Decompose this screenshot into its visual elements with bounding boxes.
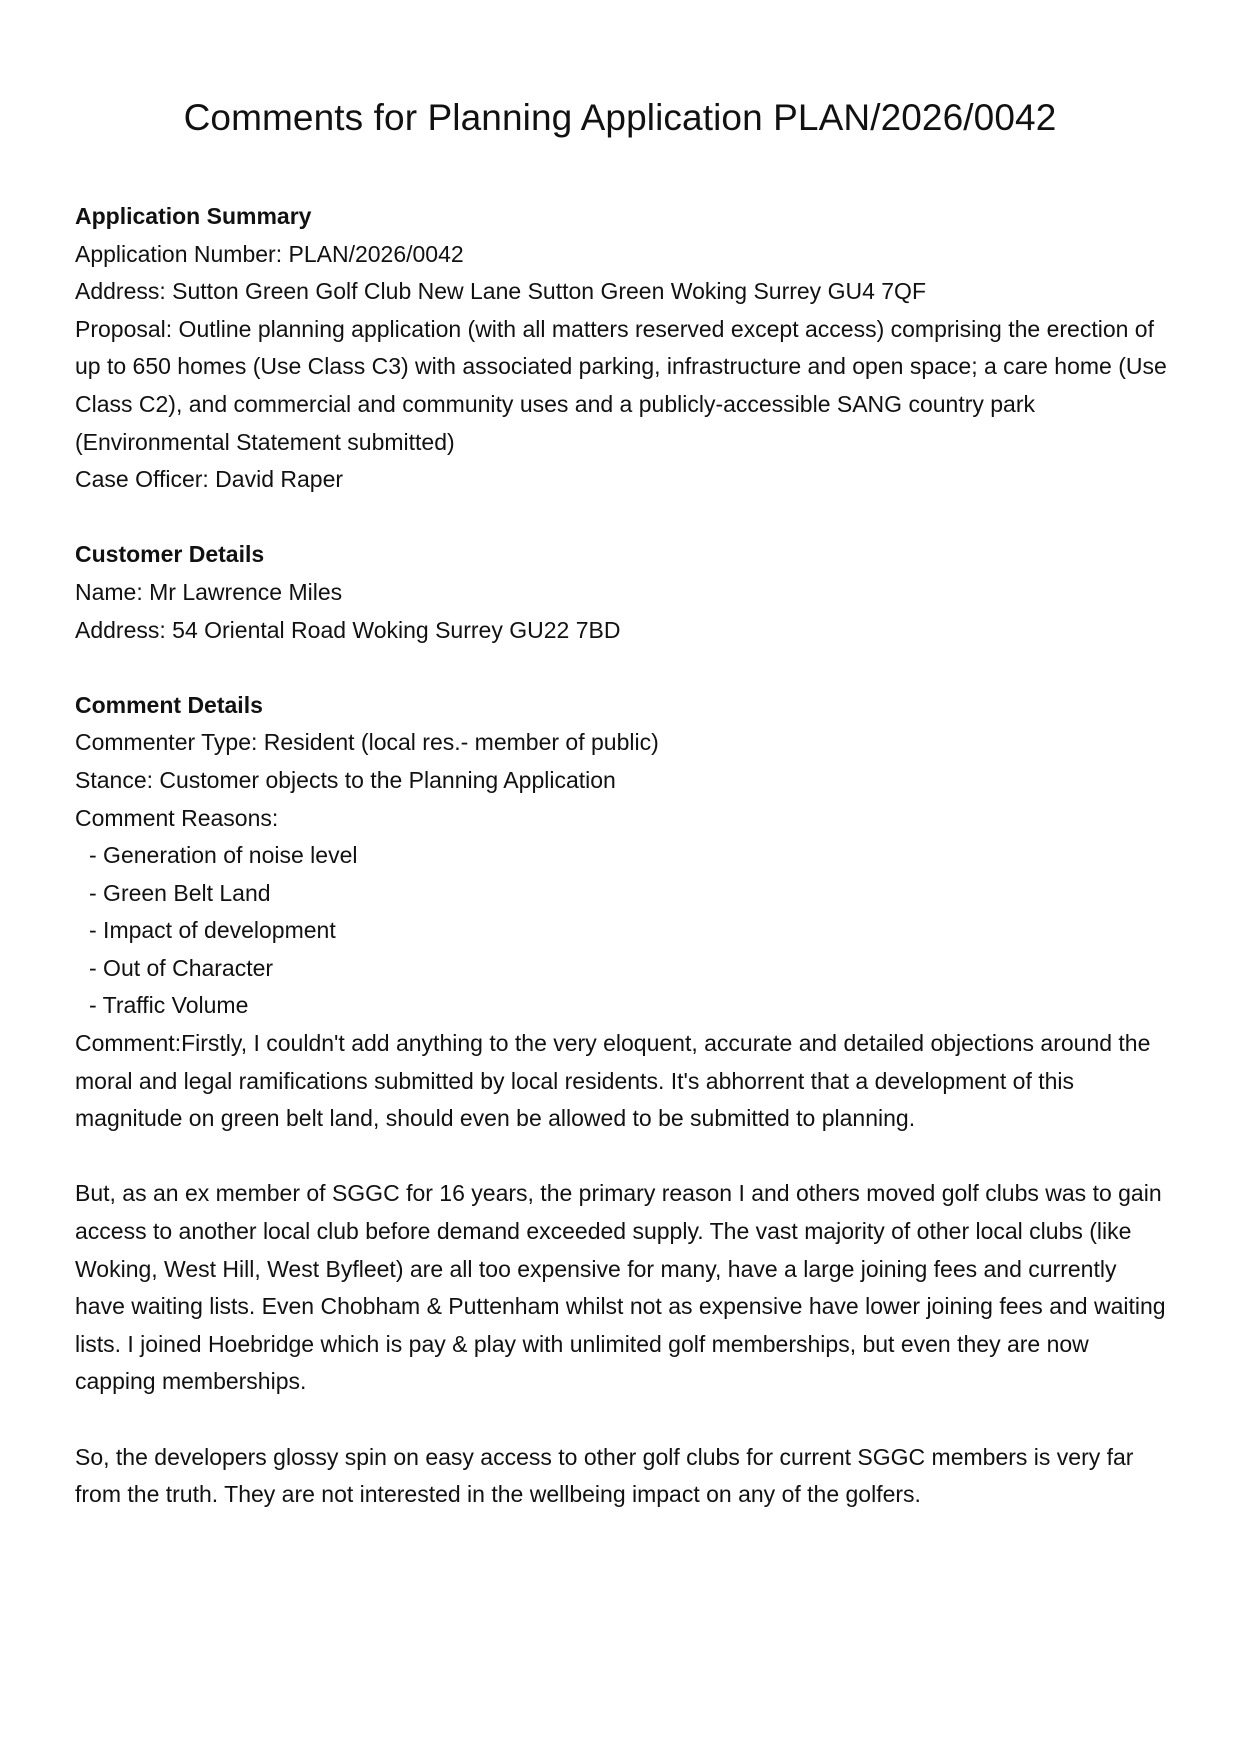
comment-details-heading: Comment Details: [75, 691, 263, 718]
comment-paragraph: But, as an ex member of SGGC for 16 years, the primary reason I and others moved golf clubs was to gain access to another local club before demand exceeded supply. The vast majority of other local clubs (like Woking, West Hill, West Byfleet) are all too expensive for many, have a large joining fees and currently have waiting lists. Even Chobham & Puttenham whilst not as expensive have lower joining fees and waiting lists. I joined Hoebridge which is pay & play with unlimited golf memberships, but even they are now capping memberships.: [75, 1180, 1166, 1395]
comment-paragraph: So, the developers glossy spin on easy access to other golf clubs for current SGGC members is very far from the truth. They are not interested in the wellbeing impact on any of the golfers.: [75, 1443, 1134, 1508]
customer-address: Address: 54 Oriental Road Woking Surrey GU22 7BD: [75, 616, 621, 643]
list-item: - Generation of noise level: [89, 842, 358, 869]
application-summary-section: [75, 198, 1170, 499]
section-spacer: [75, 499, 1170, 537]
comment-paragraph: Comment:Firstly, I couldn't add anything to the very eloquent, accurate and detailed objections around the moral and legal ramifications submitted by local residents. It's abhorrent that a development of this magnitude on green belt land, should even be allowed to be submitted to planning.: [75, 1030, 1151, 1132]
application-number: Application Number: PLAN/2026/0042: [75, 240, 464, 267]
stance: Stance: Customer objects to the Planning Application: [75, 766, 616, 793]
list-item: - Traffic Volume: [89, 992, 249, 1019]
application-summary-heading: Application Summary: [75, 203, 312, 229]
comment-details-section: [75, 687, 1170, 1514]
comment-reasons-list: [75, 837, 1170, 1025]
customer-name: Name: Mr Lawrence Miles: [75, 578, 343, 605]
customer-details-heading: Customer Details: [75, 541, 265, 568]
section-spacer: [75, 649, 1170, 687]
list-item: - Green Belt Land: [89, 879, 271, 906]
page-title: Comments for Planning Application PLAN/2026/0042: [183, 97, 1057, 138]
paragraph-spacer: [75, 1138, 1170, 1176]
customer-details-section: [75, 536, 1170, 649]
paragraph-spacer: [75, 1401, 1170, 1439]
list-item: - Out of Character: [89, 954, 274, 981]
case-officer: Case Officer: David Raper: [75, 466, 344, 493]
document-body: [75, 198, 1170, 1514]
list-item: - Impact of development: [89, 917, 336, 944]
application-address: Address: Sutton Green Golf Club New Lane Sutton Green Woking Surrey GU4 7QF: [75, 278, 926, 305]
application-proposal: Proposal: Outline planning application (with all matters reserved except access) comprising the erection of up to 650 homes (Use Class C3) with associated parking, infrastructure and open space; a care home (Use Class C2), and commercial and community uses and a publicly-accessible SANG country park (Environmental Statement submitted): [75, 315, 1167, 455]
commenter-type: Commenter Type: Resident (local res.- member of public): [75, 729, 659, 756]
comment-reasons-label: Comment Reasons:: [75, 804, 279, 831]
